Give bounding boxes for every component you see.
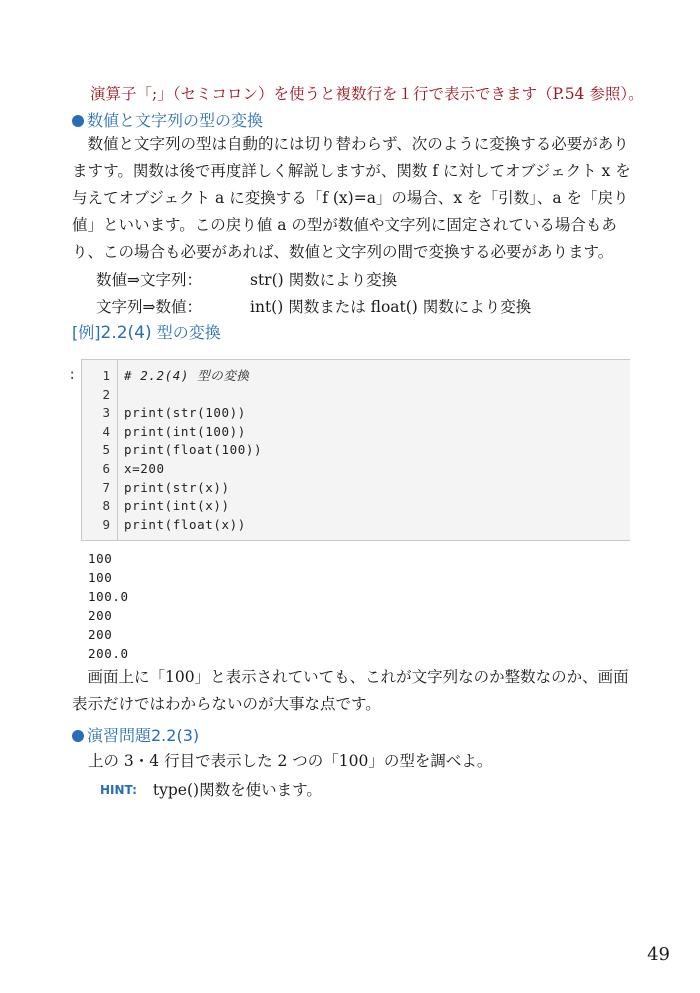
output-line: 200 bbox=[88, 608, 113, 623]
output-line: 100.0 bbox=[88, 589, 129, 604]
code-line bbox=[82, 423, 622, 442]
code-text: print(float(x)) bbox=[124, 516, 246, 532]
code-line bbox=[82, 367, 622, 386]
note-semicolon: 演算子「;」（セミコロン）を使うと複数行を１行で表示できます（P.54 参照）。 bbox=[90, 85, 644, 103]
conversion-desc: int() 関数または float() 関数により変換 bbox=[250, 298, 532, 316]
line-number: 6 bbox=[102, 460, 110, 476]
code-text: print(int(100)) bbox=[124, 423, 246, 439]
conversion-row-str-to-num bbox=[96, 295, 531, 317]
output-line: 200 bbox=[88, 627, 113, 642]
line-number: 9 bbox=[102, 516, 110, 532]
line-number: 4 bbox=[102, 423, 110, 439]
cell-prompt: : bbox=[68, 367, 77, 383]
code-line bbox=[82, 479, 622, 498]
example-title bbox=[72, 320, 221, 343]
example-title-text: 型の変換 bbox=[156, 323, 221, 342]
code-line bbox=[82, 516, 622, 535]
line-number: 8 bbox=[102, 498, 110, 514]
line-number: 7 bbox=[102, 479, 110, 495]
code-cell[interactable] bbox=[81, 359, 630, 541]
section-heading bbox=[72, 108, 263, 131]
code-line bbox=[82, 441, 622, 460]
conversion-label: 数値⇒文字列： bbox=[96, 271, 202, 289]
conversion-desc: str() 関数により変換 bbox=[250, 271, 398, 289]
conversion-label: 文字列⇒数値： bbox=[96, 298, 202, 316]
code-line bbox=[82, 460, 622, 479]
exercise-heading bbox=[72, 723, 199, 746]
example-prefix: [例] bbox=[72, 323, 101, 342]
code-text: # 2.2(4) 型の変換 bbox=[124, 368, 250, 383]
output-line: 100 bbox=[88, 551, 113, 566]
code-line bbox=[82, 497, 622, 516]
exercise-heading-text: 演習問題2.2(3) bbox=[87, 726, 200, 745]
code-text: print(int(x)) bbox=[124, 498, 230, 514]
output-line: 100 bbox=[88, 570, 113, 585]
line-number: 5 bbox=[102, 442, 110, 458]
line-number: 1 bbox=[102, 368, 110, 383]
code-text: print(str(100)) bbox=[124, 405, 246, 421]
exercise-text: 上の 3・4 行目で表示した 2 つの「100」の型を調べよ。 bbox=[88, 752, 493, 770]
explanation-paragraph bbox=[72, 664, 632, 718]
hint bbox=[100, 778, 322, 800]
line-number: 2 bbox=[102, 386, 110, 402]
code-lines bbox=[82, 367, 622, 534]
bullet-icon bbox=[72, 115, 84, 127]
section-paragraph bbox=[72, 131, 632, 266]
line-number: 3 bbox=[102, 405, 110, 421]
bullet-icon bbox=[72, 730, 84, 742]
hint-label: HINT: bbox=[100, 783, 137, 797]
code-text: print(str(x)) bbox=[124, 479, 230, 495]
conversion-row-num-to-str bbox=[96, 268, 397, 290]
paragraph-text: 数値と文字列の型は自動的には切り替わらず、次のように変換する必要がありますす。関数は後で再度詳しく解説しますが、関数 f に対してオブジェクト x を与えてオブジェクト a に変換する「f (x)=a」の場合、x を「引数」、a を「戻り値」といいます。この戻り値 a の型が数値や文字列に固定されている場合もあり、この場合も必要があれば、数値と文字列の間で変換する必要があります。 bbox=[72, 135, 631, 261]
cell-output bbox=[88, 549, 129, 663]
code-line bbox=[82, 386, 622, 405]
code-text: print(float(100)) bbox=[124, 442, 263, 458]
hint-text: type()関数を使います。 bbox=[152, 781, 322, 799]
example-number: 2.2(4) bbox=[100, 323, 152, 343]
page-number: 49 bbox=[647, 944, 670, 965]
output-line: 200.0 bbox=[88, 646, 129, 661]
code-text: x=200 bbox=[124, 460, 165, 476]
code-line bbox=[82, 404, 622, 423]
paragraph-text: 画面上に「100」と表示されていても、これが文字列なのか整数なのか、画面表示だけではわからないのが大事な点です。 bbox=[72, 668, 629, 713]
section-heading-text: 数値と文字列の型の変換 bbox=[87, 111, 264, 130]
